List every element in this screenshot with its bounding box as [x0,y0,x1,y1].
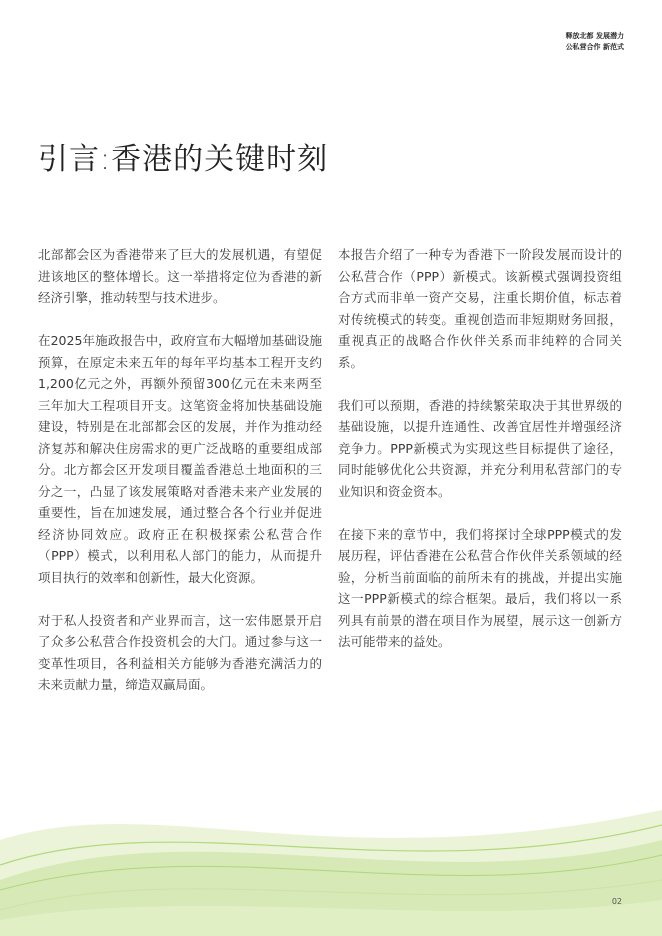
left-column [38,244,322,717]
paragraph: 我们可以预期，香港的持续繁荣取决于其世界级的基础设施，以提升连通性、改善宜居性并增强经济竞争力。PPP新模式为实现这些目标提供了途径，同时能够优化公共资源，并充分利用私营部门的专业知识和资金资本。 [338,397,622,499]
running-header [566,31,624,53]
paragraph: 本报告介绍了一种专为香港下一阶段发展而设计的公私营合作（PPP）新模式。该新模式强调投资组合方式而非单一资产交易，注重长期价值，标志着对传统模式的转变。重视创造而非短期财务回报，重视真正的战略合作伙伴关系而非纯粹的合同关系。 [338,247,622,370]
header-line-1: 释放北都 发展潜力 [565,32,624,40]
header-line-2: 公私营合作 新范式 [565,43,624,51]
paragraph: 在2025年施政报告中，政府宣布大幅增加基础设施预算，在原定未来五年的每年平均基本工程开支约1,200亿元之外，再额外预留300亿元在未来两至三年加大工程项目开支。这笔资金将加快基础设施建设，特别是在北部都会区的发展，并作为推动经济复苏和解决住房需求的更广泛战略的重要组成部分。北方都会区开发项目覆盖香港总土地面积的三分之一，凸显了该发展策略对香港未来产业发展的重要性，旨在加速发展，通过整合各个行业并促进经济协同效应。政府正在积极探索公私营合作（PPP）模式，以利用私人部门的能力，从而提升项目执行的效率和创新性，最大化资源。 [38,333,322,585]
page-title: 引言:香港的关键时刻 [38,142,329,177]
page-number: 02 [611,897,622,906]
right-column [338,244,622,674]
paragraph: 对于私人投资者和产业界而言，这一宏伟愿景开启了众多公私营合作投资机会的大门。通过参与这一变革性项目，各利益相关方能够为香港充满活力的未来贡献力量，缔造双赢局面。 [38,612,322,692]
paragraph: 在接下来的章节中，我们将探讨全球PPP模式的发展历程，评估香港在公私营合作伙伴关系领域的经验，分析当前面临的前所未有的挑战，并提出实施这一PPP新模式的综合框架。最后，我们将以一系列具有前景的潜在项目作为展望，展示这一创新方法可能带来的益处。 [338,526,622,649]
decorative-green-waves [0,770,662,936]
paragraph: 北部都会区为香港带来了巨大的发展机遇，有望促进该地区的整体增长。这一举措将定位为香港的新经济引擎，推动转型与技术进步。 [38,247,322,305]
